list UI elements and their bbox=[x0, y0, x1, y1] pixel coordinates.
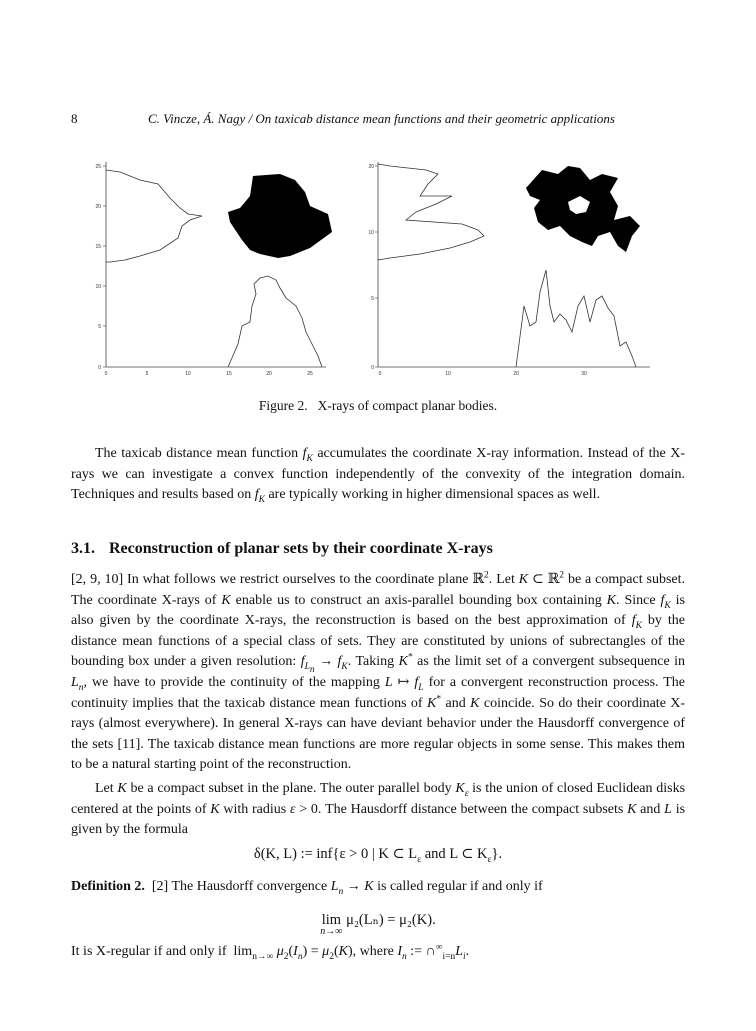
text-span: by the distance mean functions of a special class of sets. They are constituted by unions of subrectangles of the bounding box under a given resolution: bbox=[71, 613, 686, 670]
section-heading bbox=[71, 540, 493, 558]
paragraph-3: Let K be a compact subset in the plane. The outer parallel body $K_\varepsilon$ is the union of closed Euclidean disks centered at the points of K with radius ε > 0. The Hausdorff distance between the compact subsets K and L is given by the formula bbox=[71, 781, 686, 838]
text-span: . The Hausdorff distance between the compact subsets bbox=[317, 801, 624, 817]
text-span: and bbox=[640, 801, 661, 817]
text-span: is also given by the coordinate X-rays, the reconstruction is based on the best approximation of bbox=[71, 592, 685, 629]
left-x-tick: 0 bbox=[104, 371, 108, 377]
left-horizontal-xray bbox=[106, 170, 202, 262]
text-span: accumulates the coordinate X-ray information. Instead of the X-rays we can investigate a convex function independently of the convexity of the integration domain. Techniques and results based on bbox=[71, 446, 686, 503]
text-span: . Since bbox=[616, 592, 656, 608]
paragraph-1: The taxicab distance mean function $f_K$ accumulates the coordinate X-ray information. Instead of the X-rays we can investigate a convex function independently of the convexity of the integration domain. Techniques and results based on $f_K$ are typically working in higher dimensional spaces as well. bbox=[71, 446, 686, 505]
text-span: are typically working in higher dimensional spaces as well. bbox=[268, 487, 601, 503]
right-y-tick: 5 bbox=[371, 296, 374, 302]
left-y-tick: 0 bbox=[98, 365, 101, 371]
text-span: as the limit set of a convergent subsequence in bbox=[417, 654, 685, 670]
equation-part: μ₂(Lₙ) = μ₂(K). bbox=[346, 912, 436, 928]
right-vertical-xray bbox=[516, 270, 636, 367]
text-span: [2, 9, 10] In what follows we restrict ourselves to the coordinate plane bbox=[71, 572, 469, 587]
definition-2: Definition 2. [2] The Hausdorff convergence $L_n \to K$ is called regular if and only if bbox=[71, 879, 543, 897]
left-x-tick: 10 bbox=[185, 371, 191, 377]
left-y-tick: 25 bbox=[95, 164, 101, 170]
text-span: , where bbox=[352, 944, 394, 959]
right-y-tick: 10 bbox=[368, 230, 374, 236]
text-span: is given by the formula bbox=[71, 801, 686, 838]
text-span: It is X-regular if and only if bbox=[71, 944, 227, 959]
left-vertical-xray bbox=[228, 276, 322, 367]
text-span: be a compact subset in the plane. The outer parallel body bbox=[130, 781, 452, 796]
left-y-tick: 20 bbox=[95, 204, 101, 210]
equation-regular-convergence bbox=[0, 912, 756, 937]
left-y-tick: 5 bbox=[98, 324, 101, 330]
equation-part: L ⊂ K bbox=[449, 846, 488, 862]
left-compact-body bbox=[228, 174, 332, 258]
figure-caption-text: X-rays of compact planar bodies. bbox=[317, 398, 498, 413]
left-y-tick: 15 bbox=[95, 244, 101, 250]
left-x-tick: 20 bbox=[266, 371, 272, 377]
right-panel bbox=[368, 162, 650, 377]
left-panel bbox=[95, 162, 332, 377]
equation-hausdorff-distance: δ(K, L) := inf{ε > 0 | K ⊂ $L_\varepsilon$ and L ⊂ $K_\varepsilon$}. bbox=[253, 846, 503, 865]
figure-label: Figure 2. bbox=[258, 398, 308, 413]
paragraph-4: It is X-regular if and only if $\lim_{n\to\infty} \mu_2(I_n) = \mu_2(K)$, where $I_n$ := $\cap^\infty_{i=n}L_i$. bbox=[71, 942, 470, 962]
right-x-tick: 0 bbox=[378, 371, 382, 377]
text-span: [2] The Hausdorff convergence bbox=[151, 879, 328, 894]
text-span: . Let bbox=[488, 572, 515, 587]
right-x-tick: 20 bbox=[513, 371, 519, 377]
right-y-tick-marks bbox=[375, 166, 378, 367]
text-span: is the union of closed Euclidean disks centered at the points of bbox=[71, 781, 686, 817]
figure-x-rays bbox=[90, 156, 670, 383]
equation-part: and bbox=[424, 846, 446, 862]
right-horizontal-xray bbox=[378, 164, 484, 260]
section-number: 3.1. bbox=[71, 540, 95, 557]
section-title: Reconstruction of planar sets by their coordinate X-rays bbox=[109, 540, 493, 557]
text-span: enable us to construct an axis-parallel bounding box containing bbox=[235, 592, 602, 608]
page-number: 8 bbox=[71, 111, 78, 126]
left-x-tick: 15 bbox=[226, 371, 232, 377]
right-x-tick: 30 bbox=[581, 371, 587, 377]
running-head: C. Vincze, Á. Nagy / On taxicab distance mean functions and their geometric applications bbox=[148, 111, 615, 126]
equation-part: δ(K, L) := inf{ε > 0 | K ⊂ L bbox=[253, 846, 418, 862]
text-span: The taxicab distance mean function bbox=[95, 446, 299, 461]
text-span: and bbox=[445, 695, 466, 711]
equation-part: lim bbox=[321, 912, 342, 928]
text-span: for a convergent reconstruction process. The continuity implies that the taxicab distance mean functions of bbox=[71, 674, 686, 711]
right-y-tick: 20 bbox=[368, 164, 374, 170]
text-span: , we have to provide the continuity of the mapping bbox=[83, 674, 380, 690]
left-y-tick: 10 bbox=[95, 284, 101, 290]
equation-part: n→∞ bbox=[320, 926, 343, 937]
right-y-tick: 0 bbox=[371, 365, 374, 371]
text-span: coincide. So do their coordinate X-rays (almost everywhere). In general X-rays can have deviant behavior under the Hausdorff convergence of the sets [11]. The taxicab distance mean functions are more regular objects in some sense. This makes them to be a natural starting point of the reconstruction. bbox=[71, 695, 686, 773]
text-span: Let bbox=[95, 781, 114, 796]
right-x-tick: 10 bbox=[445, 371, 451, 377]
definition-label: Definition 2. bbox=[71, 879, 145, 894]
figure-caption bbox=[0, 398, 756, 414]
equation-part: }. bbox=[491, 846, 503, 862]
text-span: . Taking bbox=[347, 654, 395, 670]
text-span: is called regular if and only if bbox=[377, 879, 543, 894]
text-span: with radius bbox=[223, 801, 287, 817]
figure-graphic bbox=[90, 156, 670, 378]
text-span: be a compact subset. The coordinate X-rays of bbox=[71, 572, 685, 608]
left-x-tick: 5 bbox=[145, 371, 149, 377]
left-x-tick: 25 bbox=[307, 371, 313, 377]
paragraph-2: [2, 9, 10] In what follows we restrict ourselves to the coordinate plane ℝ$^2$. Let K ⊂ ℝ$^2$ be a compact subset. The coordinate X-rays of K enable us to construct an axis-parallel bounding box containing K. Since $f_K$ is also given by the coordinate X-rays, the reconstruction is based on the best approximation of $f_K$ by the distance mean functions of a special class of sets. They are constituted by unions of subrectangles of the bounding box under a given resolution: $f_{L_n} \to f_K$. Taking K* as the limit set of a convergent subsequence in $L_n$, we have to provide the continuity of the mapping L ↦ $f_L$ for a convergent reconstruction process. The continuity implies that the taxicab distance mean functions of K* and K coincide. So do their coordinate X-rays (almost everywhere). In general X-rays can have deviant behavior under the Hausdorff convergence of the sets [11]. The taxicab distance mean functions are more regular objects in some sense. This makes them to be a natural starting point of the reconstruction. bbox=[71, 570, 686, 773]
left-y-tick-marks bbox=[103, 166, 106, 367]
